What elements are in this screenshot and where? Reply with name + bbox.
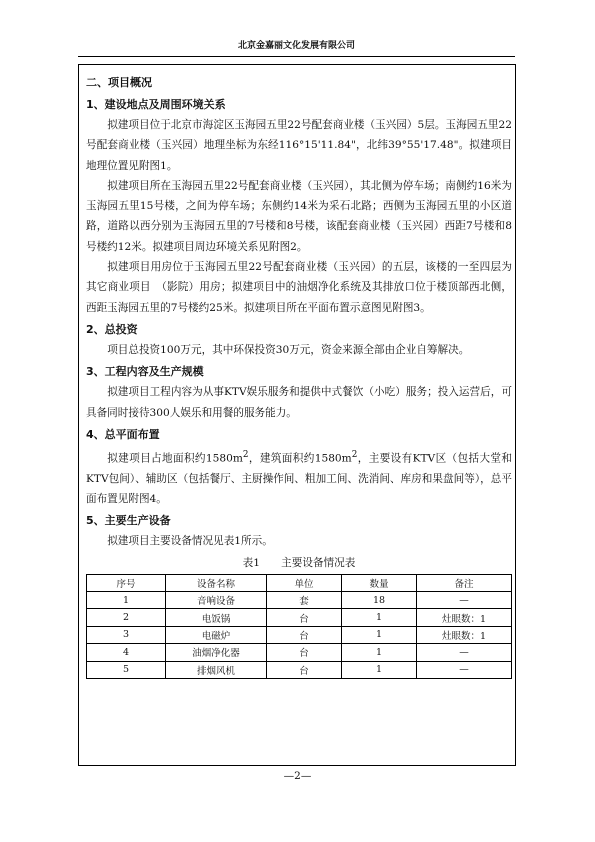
table-cell: — <box>417 661 512 678</box>
heading-scope: 3、工程内容及生产规模 <box>86 365 204 379</box>
column-header: 数量 <box>342 574 417 591</box>
column-header: 序号 <box>87 574 166 591</box>
table-cell: 1 <box>342 661 417 678</box>
table-cell: 3 <box>87 626 166 643</box>
table-cell: 4 <box>87 644 166 661</box>
table-cell: 5 <box>87 661 166 678</box>
section-investment <box>86 320 512 360</box>
table-row <box>87 644 512 661</box>
table-cell: 灶眼数：1 <box>417 609 512 626</box>
heading-layout: 4、总平面布置 <box>86 427 160 441</box>
heading-equipment: 5、主要生产设备 <box>86 514 171 528</box>
page-number: —2— <box>283 770 312 782</box>
equipment-table <box>86 574 512 679</box>
company-name: 北京金嘉丽文化发展有限公司 <box>237 41 355 51</box>
column-header: 单位 <box>267 574 342 591</box>
table-cell: 2 <box>87 609 166 626</box>
table-row <box>87 661 512 678</box>
table-cell: 台 <box>267 609 342 626</box>
table-cell: 套 <box>267 591 342 608</box>
paragraph <box>86 445 512 509</box>
heading-location: 1、建设地点及周围环境关系 <box>86 98 226 111</box>
table-cell: — <box>417 591 512 608</box>
section-location <box>86 95 512 318</box>
paragraph: 拟建项目工程内容为从事KTV娱乐服务和提供中式餐饮（小吃）服务；投入运营后，可具备同时接待300人娱乐和用餐的服务能力。 <box>86 386 512 419</box>
table-cell: — <box>417 644 512 661</box>
table-cell: 台 <box>267 661 342 678</box>
table-cell: 1 <box>87 591 166 608</box>
table-cell: 台 <box>267 644 342 661</box>
table-cell: 18 <box>342 591 417 608</box>
paragraph: 拟建项目位于北京市海淀区玉海园五里22号配套商业楼（玉兴园）5层。玉海园五里22号配套商业楼（玉兴园）地理坐标为东经116°15'11.84"，北纬39°55'17.48"。拟建项目地理位置见附图1。 <box>86 119 512 172</box>
heading-investment: 2、总投资 <box>86 322 138 336</box>
table-cell: 1 <box>342 609 417 626</box>
table-cell: 电磁炉 <box>166 626 267 643</box>
table-cell: 灶眼数：1 <box>417 626 512 643</box>
paragraph: 项目总投资100万元，其中环保投资30万元，资金来源全部由企业自筹解决。 <box>107 343 470 356</box>
section-scope <box>86 362 512 423</box>
table-cell: 台 <box>267 626 342 643</box>
column-header: 设备名称 <box>166 574 267 591</box>
table-header-row <box>87 574 512 591</box>
page-header <box>78 38 515 57</box>
text-run: 拟建项目占地面积约1580m <box>107 452 243 465</box>
paragraph: 拟建项目用房位于玉海园五里22号配套商业楼（玉兴园）的五层，该楼的一至四层为其它商业项目 （影院）用房；拟建项目中的油烟净化系统及其排放口位于楼顶部西北侧，西距玉海园五里的7号楼约25米。拟建项目所在平面布置示意图见附图3。 <box>86 261 512 314</box>
paragraph: 拟建项目主要设备情况见表1所示。 <box>107 535 273 548</box>
table-row <box>87 609 512 626</box>
table-cell: 油烟净化器 <box>166 644 267 661</box>
table-caption: 表1 主要设备情况表 <box>242 556 356 569</box>
paragraph: 拟建项目所在玉海园五里22号配套商业楼（玉兴园），其北侧为停车场；南侧约16米为玉海园五里15号楼，之间为停车场；东侧约14米为采石北路；西侧为玉海园五里的小区道路，道路以西分别为玉海园五里的7号楼和8号楼，该配套商业楼（玉兴园）西距7号楼和8号楼约12米。拟建项目周边环境关系见附图2。 <box>86 179 512 253</box>
document-body <box>86 73 512 679</box>
table-cell: 音响设备 <box>166 591 267 608</box>
column-header: 备注 <box>417 574 512 591</box>
table-cell: 1 <box>342 626 417 643</box>
superscript: 2 <box>242 449 249 460</box>
section-title: 二、项目概况 <box>86 76 152 89</box>
section-layout <box>86 425 512 509</box>
superscript: 2 <box>351 449 358 460</box>
text-run: ，建筑面积约1580m <box>248 452 352 465</box>
table-cell: 1 <box>342 644 417 661</box>
text-run: ，主要设有KTV区（包括大堂和KTV包间）、辅助区（包括餐厅、主厨操作间、粗加工间、洗消间、库房和果盘间等），总平面布置见附图4。 <box>86 452 512 505</box>
table-row <box>87 626 512 643</box>
table-cell: 电饭锅 <box>166 609 267 626</box>
section-equipment <box>86 511 512 679</box>
table-row <box>87 591 512 608</box>
table-cell: 排烟风机 <box>166 661 267 678</box>
